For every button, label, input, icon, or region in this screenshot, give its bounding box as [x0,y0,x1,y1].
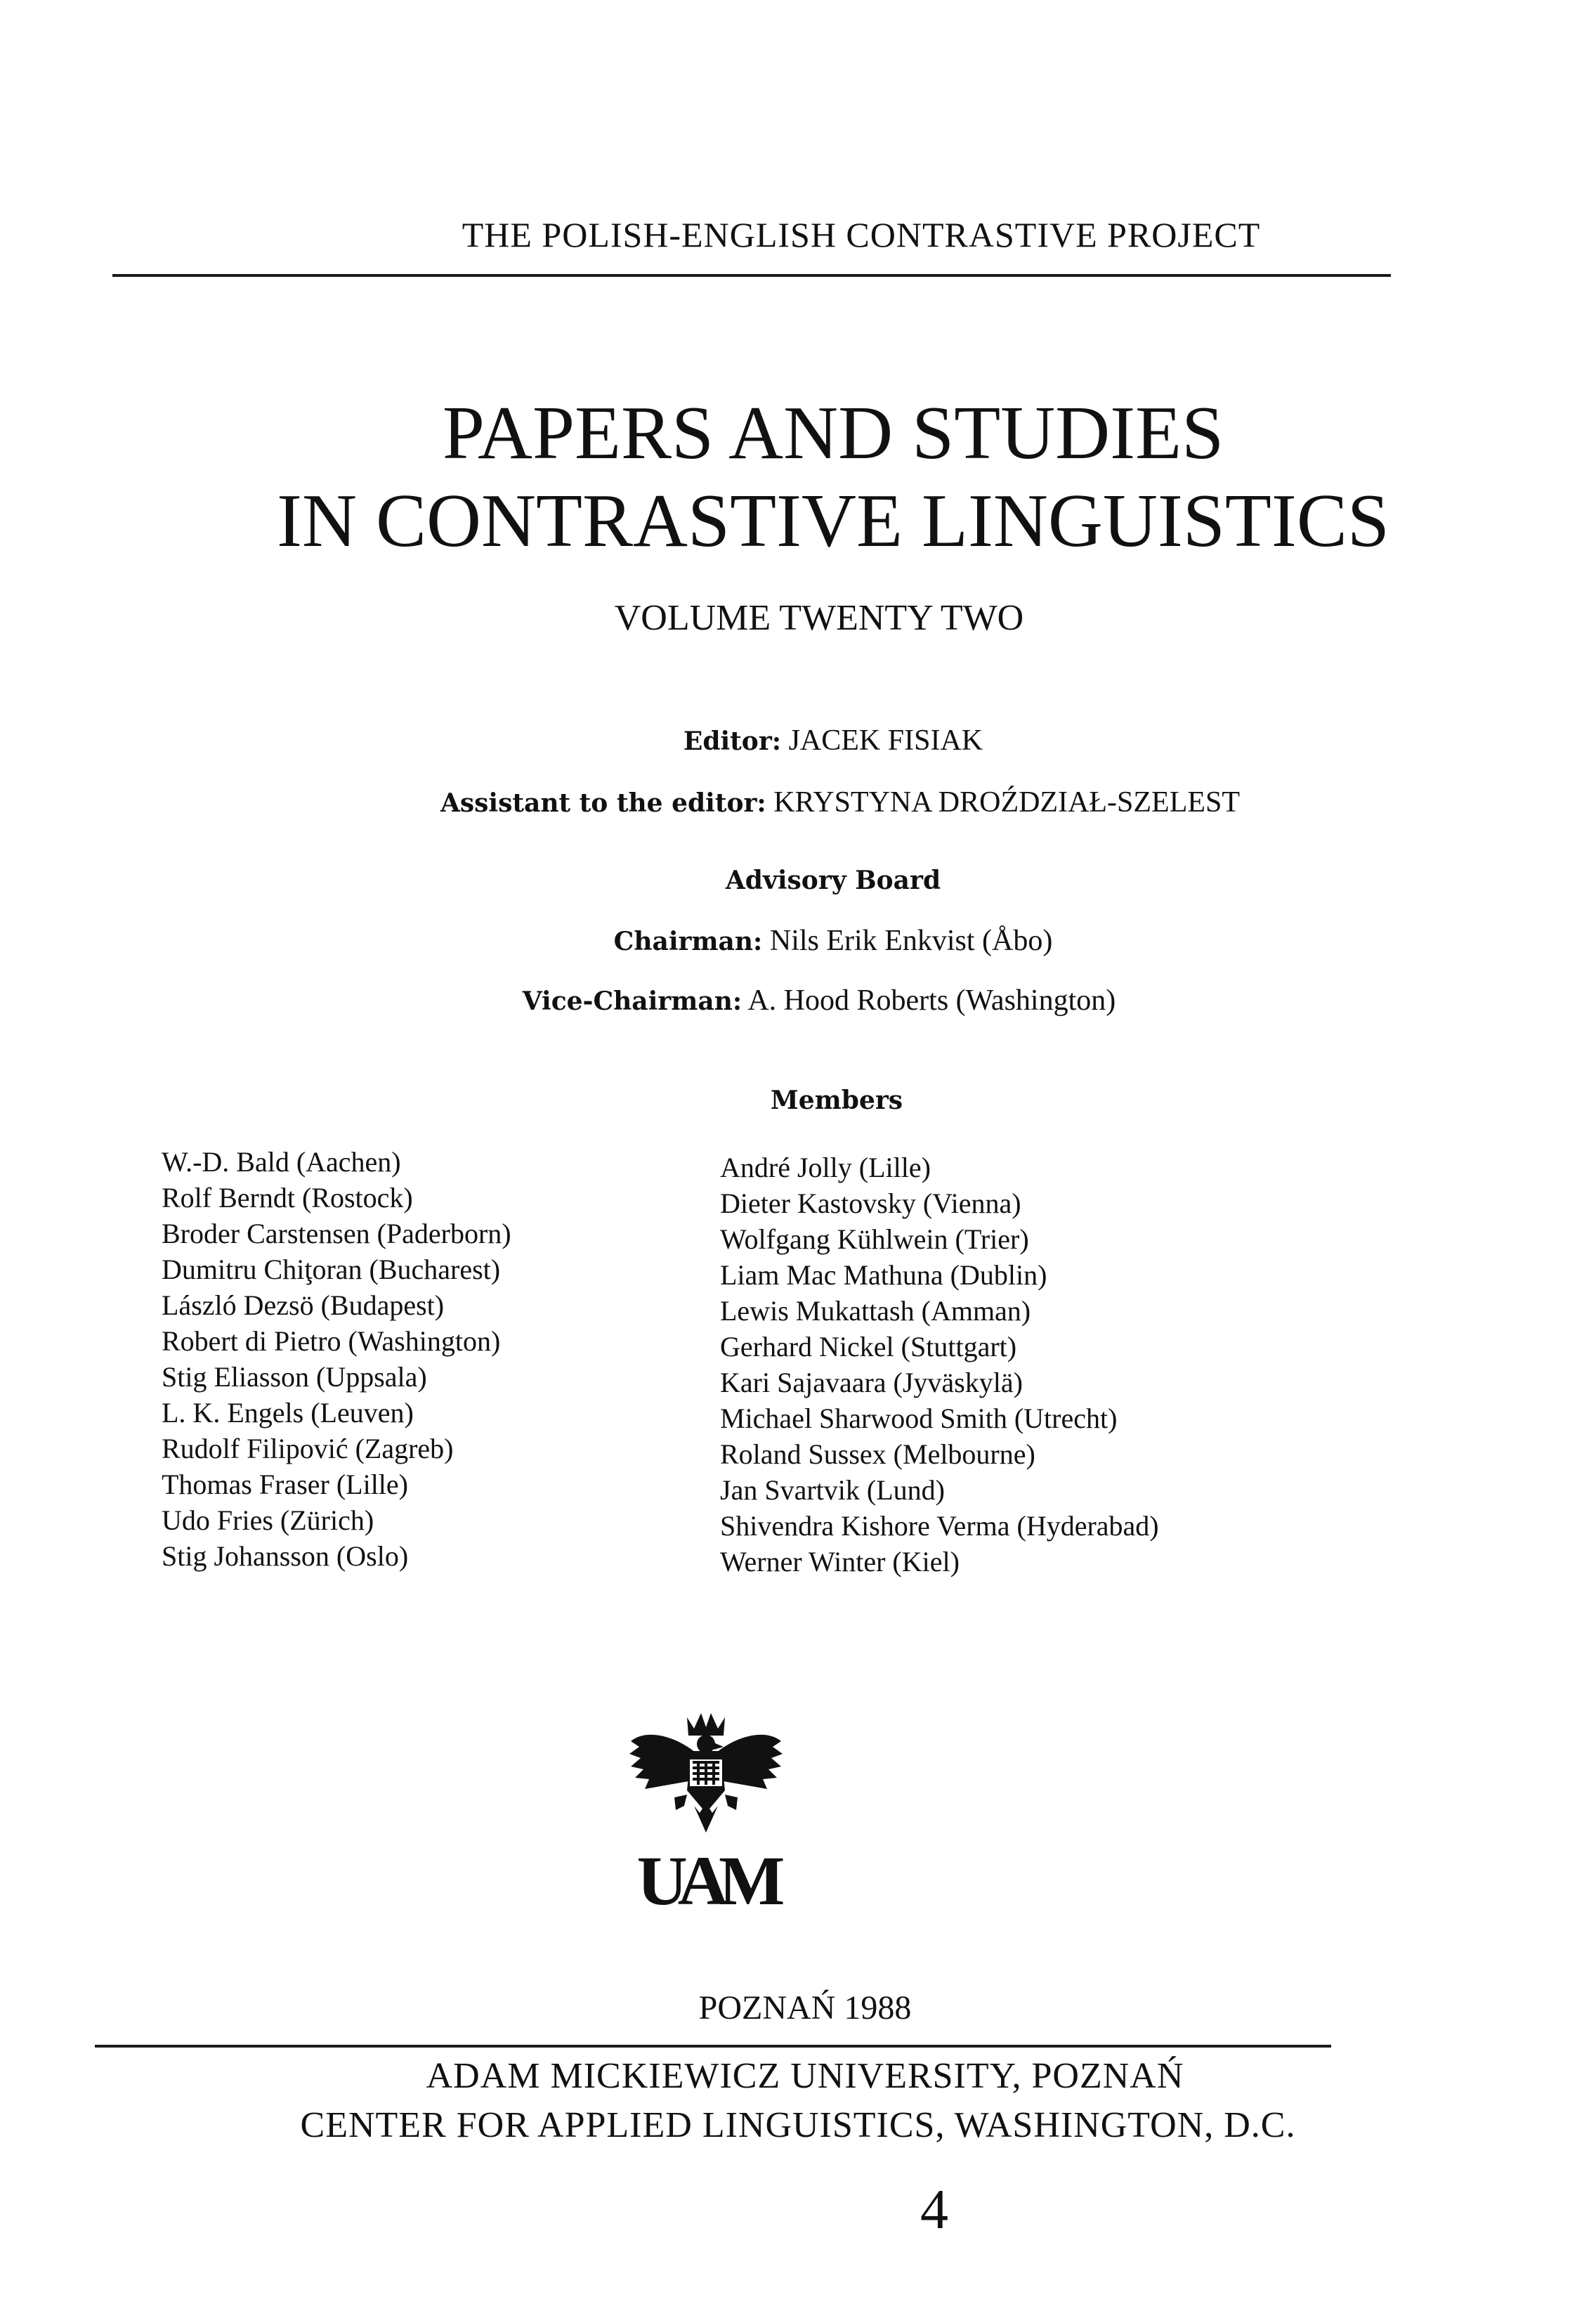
member-item: André Jolly (Lille) [720,1152,931,1183]
member-item: Dieter Kastovsky (Vienna) [720,1187,1021,1219]
place-year: POZNAŃ 1988 [698,1989,912,2026]
member-item: Lewis Mukattash (Amman) [720,1295,1031,1327]
volume-label: VOLUME TWENTY TWO [614,598,1024,638]
footer-rule [95,2045,1331,2048]
member-item: Dumitru Chiţoran (Bucharest) [162,1254,501,1285]
chairman-name: Nils Erik Enkvist (Åbo) [769,925,1053,957]
editor-label: Editor: [683,727,782,756]
page-number: 4 [920,2179,948,2241]
member-item: Shivendra Kishore Verma (Hyderabad) [720,1510,1159,1542]
member-item: Werner Winter (Kiel) [720,1546,960,1577]
editor-name: JACEK FISIAK [788,724,983,757]
member-item: Wolfgang Kühlwein (Trier) [720,1223,1029,1255]
title-line-2: IN CONTRASTIVE LINGUISTICS [277,479,1389,563]
header-rule [112,274,1391,277]
eagle-emblem-icon [625,1707,787,1911]
member-item: Michael Sharwood Smith (Utrecht) [720,1403,1118,1434]
title-line-1: PAPERS AND STUDIES [442,391,1224,475]
member-item: Stig Johansson (Oslo) [162,1540,409,1572]
logo-text: UAM [636,1842,776,1911]
member-item: Broder Carstensen (Paderborn) [162,1218,511,1249]
member-item: Gerhard Nickel (Stuttgart) [720,1331,1017,1362]
assistant-editor-label: Assistant to the editor: [440,788,766,818]
member-item: Jan Svartvik (Lund) [720,1474,945,1506]
vice-chairman-line [21,984,1596,1017]
members-heading: Members [770,1086,903,1115]
uam-logo [625,1707,787,1911]
members-list-right [720,1150,1159,1580]
member-item: Rudolf Filipović (Zagreb) [162,1433,454,1464]
series-title: THE POLISH-ENGLISH CONTRASTIVE PROJECT [462,215,1261,254]
member-item: Roland Sussex (Melbourne) [720,1438,1035,1470]
member-item: Kari Sajavaara (Jyväskylä) [720,1367,1023,1398]
vice-chairman-name: A. Hood Roberts (Washington) [747,984,1116,1017]
chairman-line [35,924,1596,958]
member-item: Thomas Fraser (Lille) [162,1469,408,1500]
editor-line [35,724,1596,757]
advisory-board-heading: Advisory Board [725,866,941,895]
member-item: Udo Fries (Zürich) [162,1504,374,1536]
chairman-label: Chairman: [613,927,763,956]
member-item: W.-D. Bald (Aachen) [162,1146,401,1178]
member-item: Stig Eliasson (Uppsala) [162,1361,427,1393]
member-item: Robert di Pietro (Washington) [162,1325,501,1357]
member-item: Liam Mac Mathuna (Dublin) [720,1259,1047,1291]
vice-chairman-label: Vice-Chairman: [522,987,743,1016]
members-list-left [162,1144,511,1574]
assistant-editor-line [42,786,1596,819]
publisher-line-2: CENTER FOR APPLIED LINGUISTICS, WASHINGTON, D.C. [300,2105,1296,2145]
publisher-line-1: ADAM MICKIEWICZ UNIVERSITY, POZNAŃ [426,2056,1184,2096]
member-item: Rolf Berndt (Rostock) [162,1182,413,1213]
member-item: László Dezsö (Budapest) [162,1289,445,1321]
member-item: L. K. Engels (Leuven) [162,1397,414,1429]
assistant-editor-name: KRYSTYNA DROŹDZIAŁ-SZELEST [773,786,1241,819]
